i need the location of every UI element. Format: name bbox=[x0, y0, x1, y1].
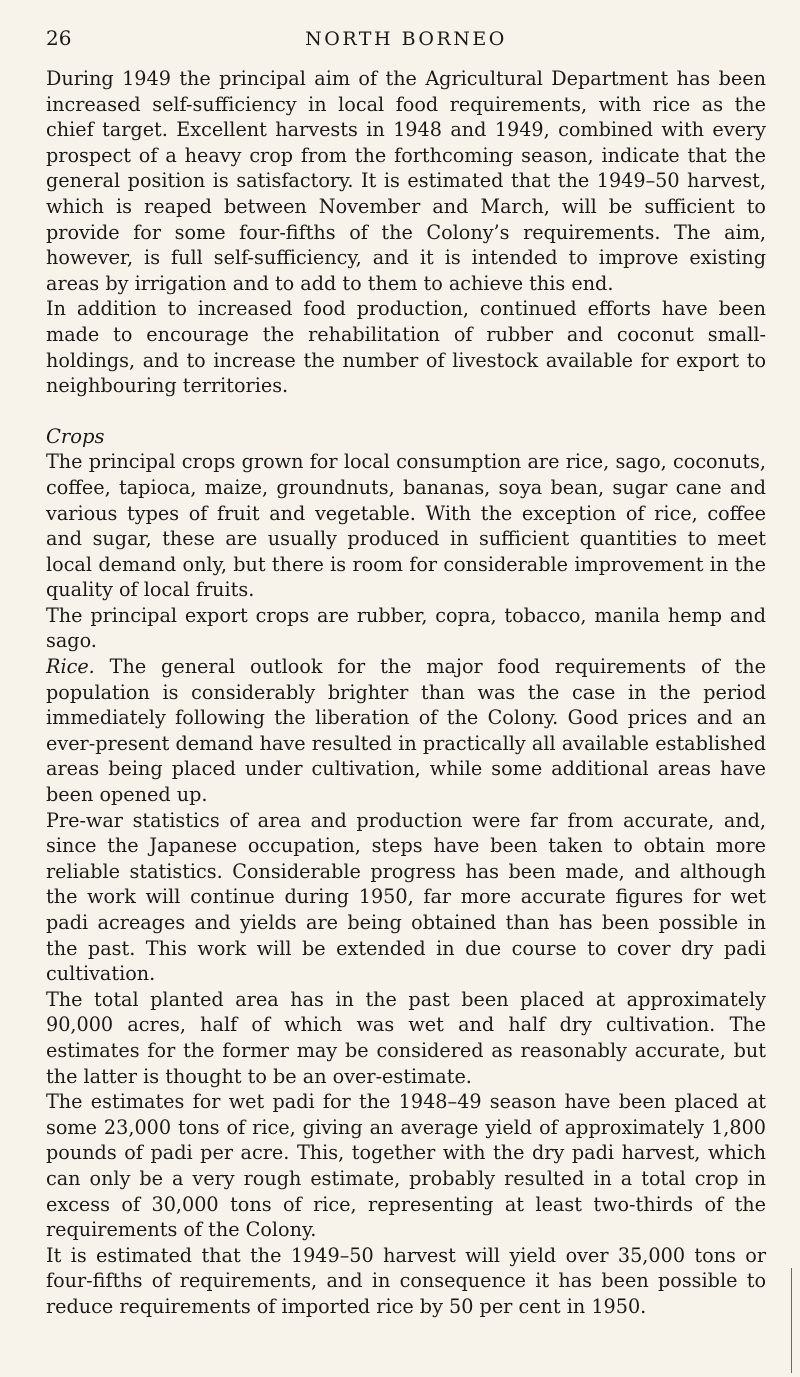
paragraph-agricultural-aim: During 1949 the principal aim of the Agricultural Department has been increased self-sufficiency in local food requirements, with rice as the chief target. Excellent harvests in 1948 and 1949, combined with every prospect of a heavy crop from the forthcoming season, indicate that the general position is satisfactory. It is estimated that the 1949–50 harvest, which is reaped between November and March, will be sufficient to provide for some four-fifths of the Colony’s requirements. The aim, however, is full self-sufficiency, and it is intended to improve existing areas by irrigation and to add to them to achieve this end. bbox=[46, 67, 766, 295]
paragraph-local-crops: The principal crops grown for local consumption are rice, sago, coconuts, coffee, tapioca, maize, groundnuts, bananas, soya bean, sugar cane and various types of fruit and vegetable. With the exception of rice, coffee and sugar, these are usually produced in sufficient quantities to meet local demand only, but there is room for considerable improvement in the quality of local fruits. bbox=[46, 450, 766, 602]
rice-run-in-heading: Rice. bbox=[46, 655, 95, 679]
running-title: NORTH BORNEO bbox=[305, 28, 507, 50]
paragraph-planted-area: The total planted area has in the past been placed at approximately 90,000 acres, half of which was wet and half dry cultivation. The estimates for the former may be considered as reasonably accurate, but the latter is thought to be an over-estimate. bbox=[46, 987, 766, 1088]
section-heading-crops: Crops bbox=[46, 424, 105, 448]
page-edge-mark bbox=[791, 1268, 792, 1373]
paragraph-harvest-forecast: It is estimated that the 1949–50 harvest will yield over 35,000 tons or four-fifths of requirements, and in consequence it has been possible to reduce requirements of imported rice by 50 per cent in 1950. bbox=[46, 1243, 766, 1318]
page-header bbox=[46, 26, 766, 56]
body-text bbox=[46, 66, 766, 1320]
paragraph-prewar-statistics: Pre-war statistics of area and production were far from accurate, and, since the Japanese occupation, steps have been taken to obtain more reliable statistics. Considerable progress has been made, and although the work will continue during 1950, far more accurate figures for wet padi acreages and yields are being obtained than has been possible in the past. This work will be extended in due course to cover dry padi cultivation. bbox=[46, 808, 766, 986]
paragraph-export-crops: The principal export crops are rubber, copra, tobacco, manila hemp and sago. bbox=[46, 603, 766, 653]
paragraph-wet-padi-estimates: The estimates for wet padi for the 1948–49 season have been placed at some 23,000 tons of rice, giving an average yield of approximately 1,800 pounds of padi per acre. This, together with the dry padi harvest, which can only be a very rough estimate, probably resulted in a total crop in excess of 30,000 tons of rice, representing at least two-thirds of the requirements of the Colony. bbox=[46, 1090, 766, 1242]
rice-outlook-text: The general outlook for the major food requirements of the population is considerably brighter than was the case in the period immediately following the liberation of the Colony. Good prices and an ever-present demand have resulted in practically all available established areas being placed under cultivation, while some additional areas have been opened up. bbox=[46, 655, 766, 807]
page-number: 26 bbox=[46, 26, 72, 50]
paragraph-food-production: In addition to increased food production, continued efforts have been made to encourage the rehabilitation of rubber and coconut small-holdings, and to increase the number of livestock available for export to neighbouring territories. bbox=[46, 297, 766, 398]
paragraph-rice-outlook bbox=[46, 654, 766, 808]
